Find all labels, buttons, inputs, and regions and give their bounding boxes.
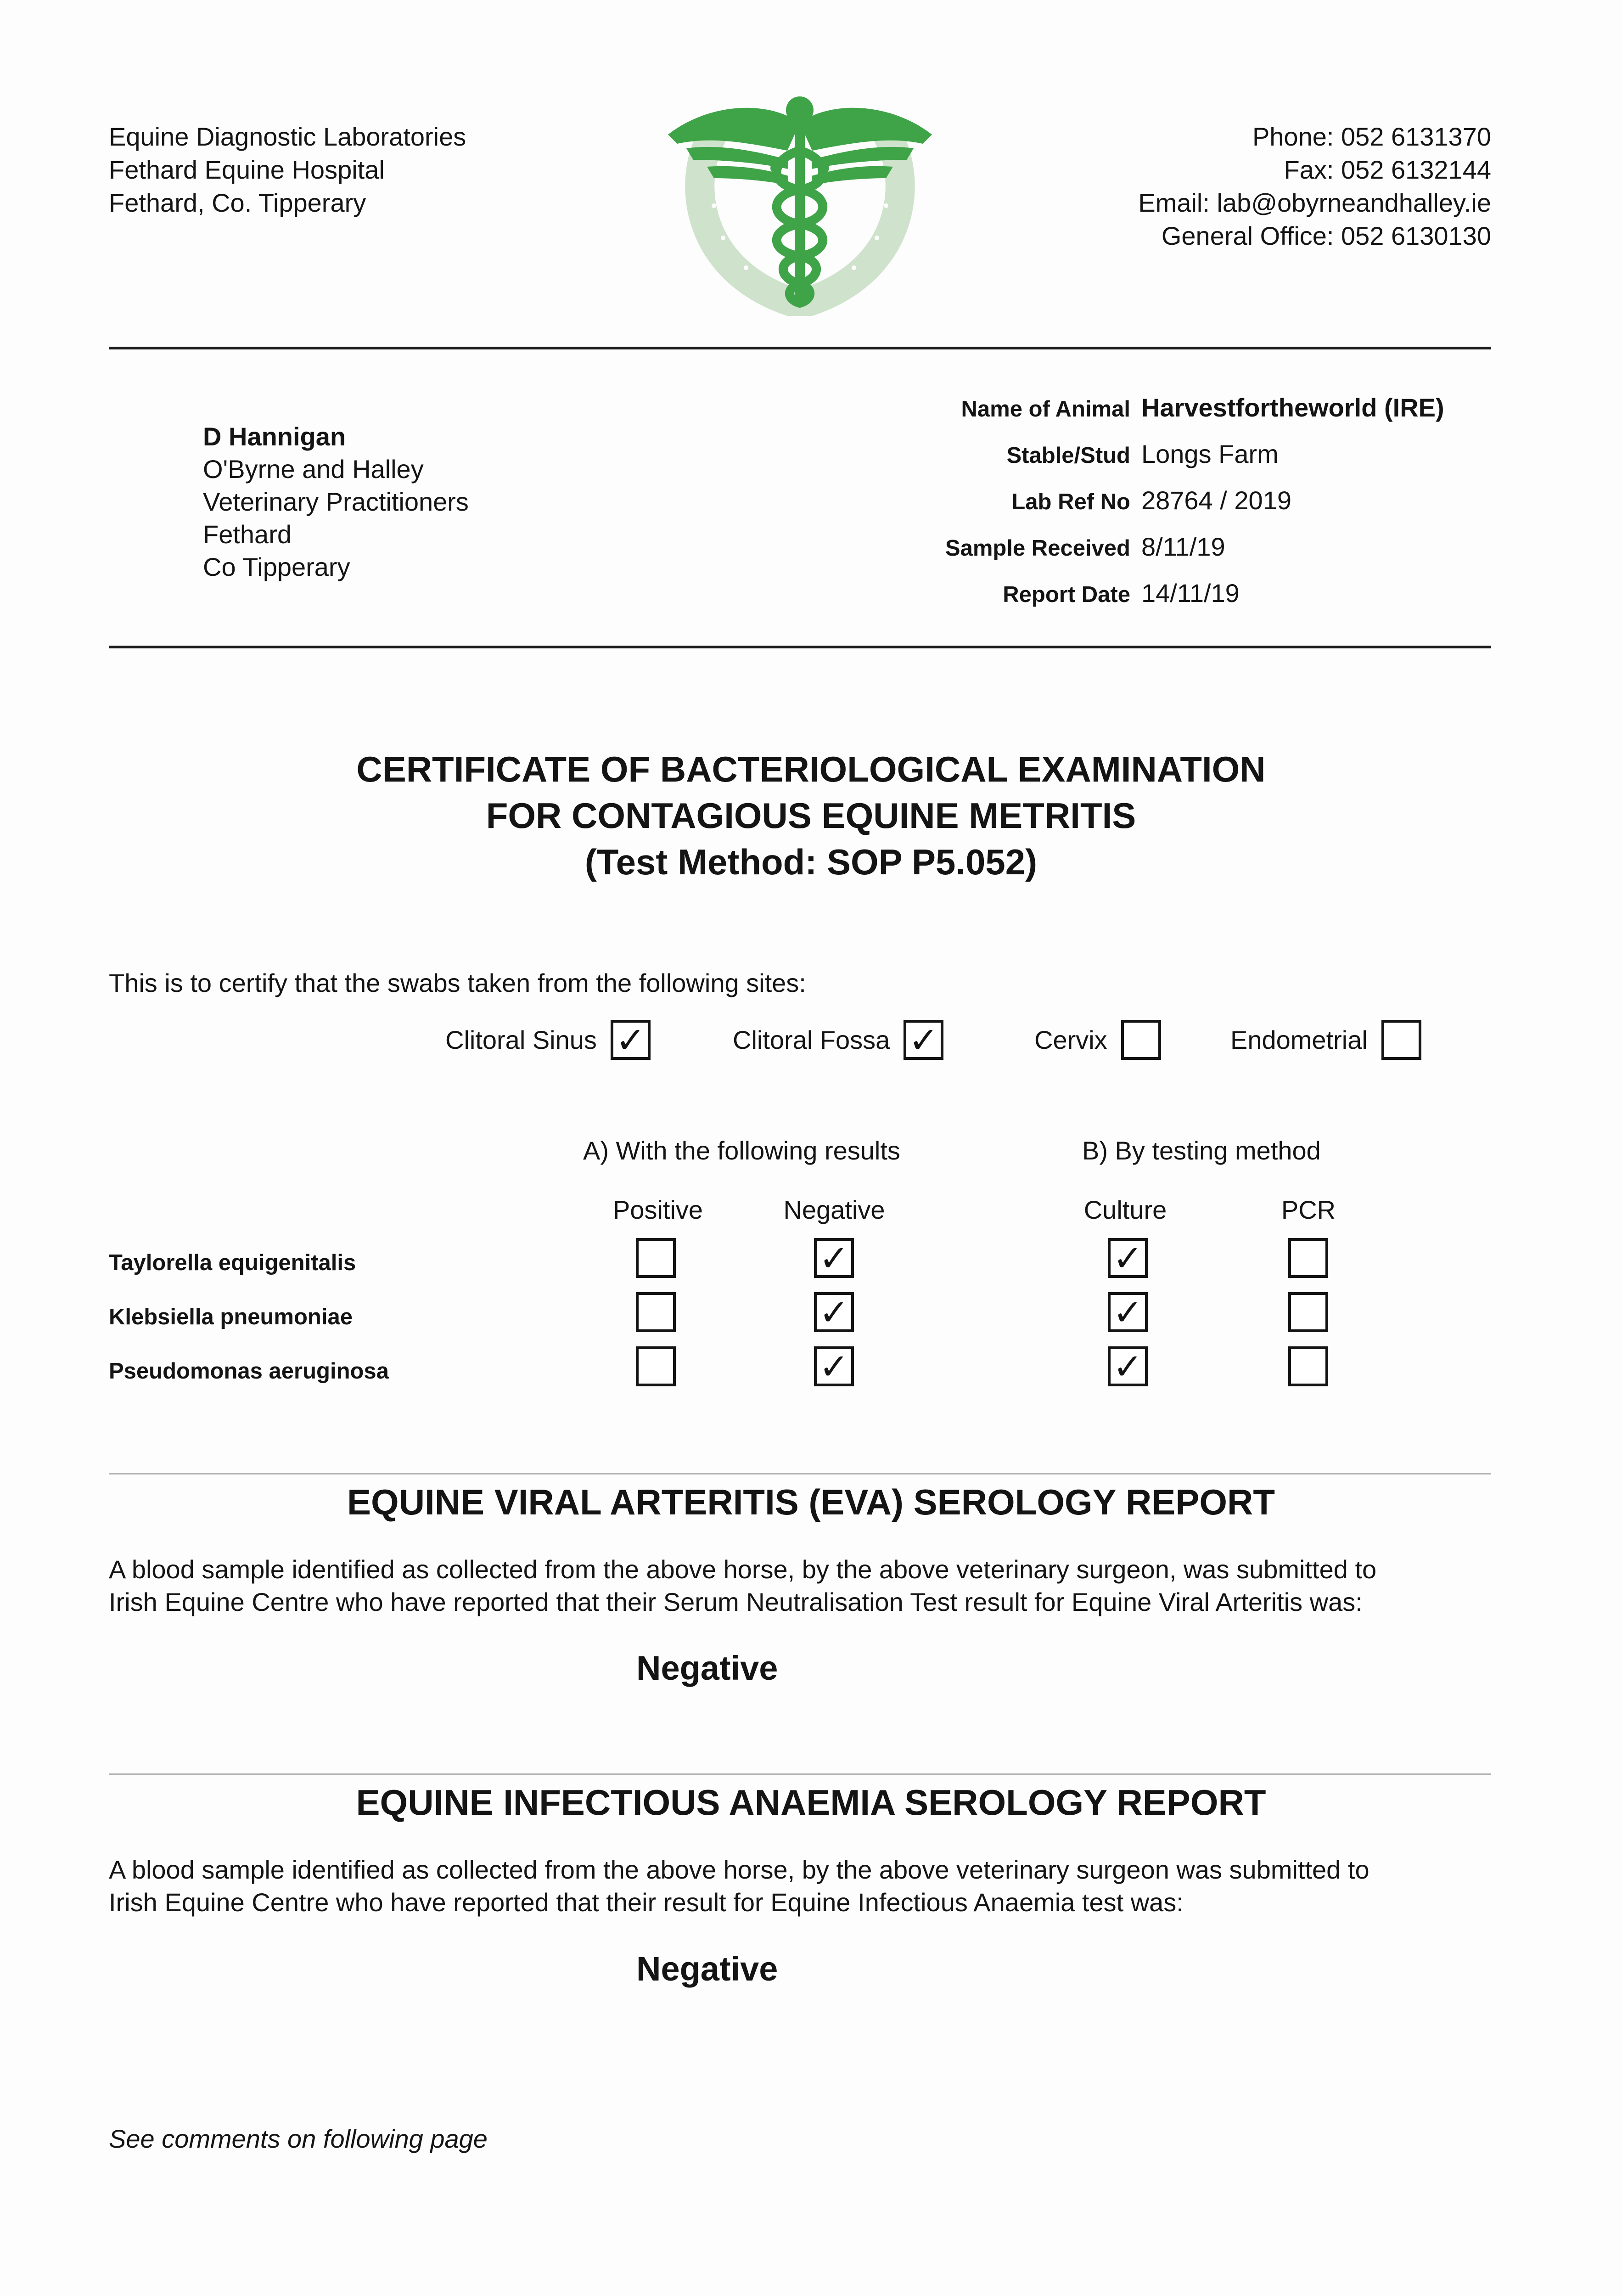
- culture-checkbox: [1108, 1238, 1148, 1278]
- eia-text-line: Irish Equine Centre who have reported that their result for Equine Infectious Anaemia test was:: [109, 1888, 1184, 1917]
- negative-checkbox: [814, 1292, 854, 1332]
- lab-address-line: Equine Diagnostic Laboratories: [109, 122, 466, 151]
- eva-result: Negative: [636, 1649, 778, 1687]
- check-mark-icon: ✓: [1112, 1238, 1143, 1278]
- detail-label: Name of Animal: [961, 397, 1130, 422]
- general-office-text: General Office: 052 6130130: [1161, 221, 1491, 250]
- recipient-line: Veterinary Practitioners: [203, 487, 469, 516]
- site-checkbox: [904, 1020, 943, 1060]
- eia-result: Negative: [636, 1950, 778, 1988]
- site-checkbox: [1381, 1020, 1421, 1060]
- details-divider: [109, 646, 1491, 648]
- pcr-checkbox: [1288, 1292, 1328, 1332]
- culture-checkbox: [1108, 1346, 1148, 1386]
- organism-label: Taylorella equigenitalis: [109, 1250, 356, 1275]
- detail-row-report-date: [872, 578, 1444, 625]
- check-mark-icon: ✓: [1112, 1292, 1143, 1333]
- column-header-positive: Positive: [612, 1195, 703, 1224]
- eia-divider: [109, 1773, 1491, 1775]
- email-text: Email: lab@obyrneandhalley.ie: [1138, 188, 1491, 217]
- detail-value: Harvestfortheworld (IRE): [1141, 393, 1444, 422]
- eva-text-line: Irish Equine Centre who have reported that their Serum Neutralisation Test result for Equine Viral Arteritis was:: [109, 1587, 1363, 1616]
- eia-text: [109, 1853, 1500, 1919]
- detail-label: Stable/Stud: [1006, 443, 1130, 468]
- site-label: Endometrial: [1230, 1025, 1368, 1054]
- recipient-line: O'Byrne and Halley: [203, 455, 424, 484]
- caduceus-icon: [668, 91, 932, 316]
- recipient-name: D Hannigan: [203, 422, 346, 451]
- recipient-line: Co Tipperary: [203, 552, 350, 581]
- certificate-title-line: (Test Method: SOP P5.052): [584, 842, 1038, 882]
- detail-value: 28764 / 2019: [1141, 486, 1291, 515]
- recipient-address: [203, 420, 469, 583]
- recipient-line: Fethard: [203, 520, 292, 549]
- detail-row-stable: [872, 439, 1444, 485]
- header-divider: [109, 347, 1491, 349]
- site-clitoral-fossa: [733, 1020, 943, 1060]
- check-mark-icon: ✓: [819, 1346, 849, 1387]
- site-checkbox: [1121, 1020, 1161, 1060]
- certificate-title-line: FOR CONTAGIOUS EQUINE METRITIS: [486, 795, 1136, 836]
- detail-label: Sample Received: [945, 536, 1130, 561]
- positive-checkbox: [636, 1238, 676, 1278]
- eva-title: EQUINE VIRAL ARTERITIS (EVA) SEROLOGY REPORT: [347, 1482, 1275, 1522]
- sample-details: [872, 393, 1444, 625]
- pcr-checkbox: [1288, 1238, 1328, 1278]
- method-heading: B) By testing method: [1082, 1136, 1321, 1165]
- detail-row-sample-received: [872, 532, 1444, 578]
- certificate-intro: This is to certify that the swabs taken from the following sites:: [109, 968, 806, 997]
- detail-row-animal: [872, 393, 1444, 439]
- check-mark-icon: ✓: [819, 1292, 849, 1333]
- detail-label: Lab Ref No: [1011, 490, 1130, 514]
- eva-divider: [109, 1473, 1491, 1474]
- certificate-title: [0, 746, 1622, 885]
- detail-row-lab-ref: [872, 485, 1444, 532]
- detail-value: Longs Farm: [1141, 439, 1279, 468]
- certificate-title-line: CERTIFICATE OF BACTERIOLOGICAL EXAMINATION: [356, 749, 1266, 789]
- site-label: Clitoral Sinus: [445, 1025, 597, 1054]
- lab-address-line: Fethard Equine Hospital: [109, 155, 385, 184]
- fax-text: Fax: 052 6132144: [1284, 155, 1491, 184]
- eva-text-line: A blood sample identified as collected from the above horse, by the above veterinary surgeon, was submitted to: [109, 1555, 1377, 1584]
- detail-value: 8/11/19: [1141, 532, 1225, 561]
- phone-text: Phone: 052 6131370: [1252, 122, 1491, 151]
- column-header-pcr: PCR: [1281, 1195, 1336, 1224]
- organism-label: Klebsiella pneumoniae: [109, 1305, 353, 1329]
- detail-label: Report Date: [1003, 582, 1130, 607]
- negative-checkbox: [814, 1238, 854, 1278]
- eva-text: [109, 1553, 1500, 1618]
- site-checkbox: [611, 1020, 651, 1060]
- check-mark-icon: ✓: [615, 1019, 646, 1060]
- footer-note: See comments on following page: [109, 2124, 488, 2153]
- lab-contacts: [1138, 120, 1491, 253]
- site-label: Clitoral Fossa: [733, 1025, 890, 1054]
- pcr-checkbox: [1288, 1346, 1328, 1386]
- eia-text-line: A blood sample identified as collected from the above horse, by the above veterinary surgeon was submitted to: [109, 1855, 1369, 1884]
- eia-title: EQUINE INFECTIOUS ANAEMIA SEROLOGY REPORT: [356, 1782, 1266, 1823]
- lab-address-line: Fethard, Co. Tipperary: [109, 188, 366, 217]
- site-cervix: [1034, 1020, 1161, 1060]
- organism-label: Pseudomonas aeruginosa: [109, 1359, 389, 1384]
- detail-value: 14/11/19: [1141, 579, 1240, 608]
- site-endometrial: [1230, 1020, 1421, 1060]
- positive-checkbox: [636, 1292, 676, 1332]
- site-clitoral-sinus: [445, 1020, 651, 1060]
- check-mark-icon: ✓: [819, 1238, 849, 1278]
- check-mark-icon: ✓: [1112, 1346, 1143, 1387]
- results-heading: A) With the following results: [583, 1136, 900, 1165]
- culture-checkbox: [1108, 1292, 1148, 1332]
- column-header-culture: Culture: [1083, 1195, 1167, 1224]
- caduceus-horseshoe-logo: [668, 91, 932, 316]
- column-header-negative: Negative: [783, 1195, 885, 1224]
- check-mark-icon: ✓: [909, 1019, 939, 1060]
- lab-address: [109, 120, 466, 219]
- positive-checkbox: [636, 1346, 676, 1386]
- negative-checkbox: [814, 1346, 854, 1386]
- site-label: Cervix: [1034, 1025, 1107, 1054]
